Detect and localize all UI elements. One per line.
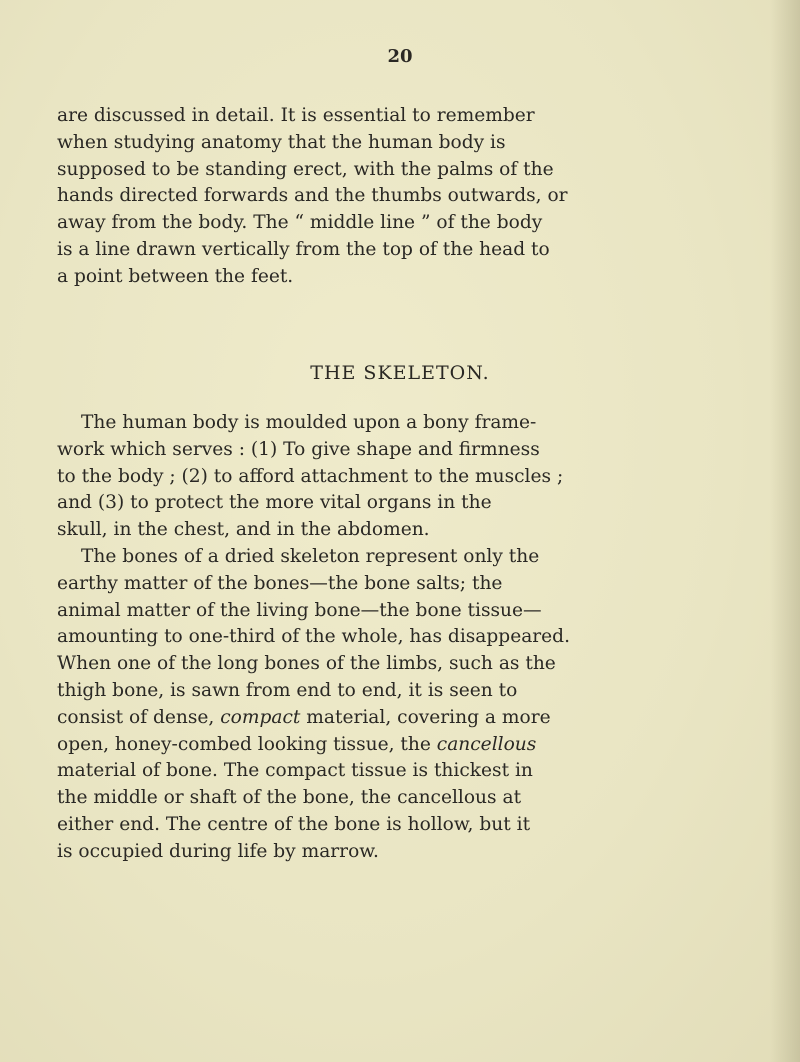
text-line-compact — [57, 705, 760, 732]
text-line: to the body ; (2) to afford attachment to the muscles ; — [57, 465, 564, 487]
text-line: skull, in the chest, and in the abdomen. — [57, 519, 430, 541]
text-line: are discussed in detail. It is essential to remember — [57, 105, 535, 126]
text-line: The bones of a dried skeleton represent only the — [81, 545, 540, 567]
text-line: When one of the long bones of the limbs, such as the — [57, 653, 556, 675]
intro-paragraph — [57, 103, 760, 291]
text-line: the middle or shaft of the bone, the cancellous at — [57, 787, 522, 809]
skeleton-section-body — [57, 410, 760, 866]
text-line: away from the body. The “ middle line ” of the body — [57, 212, 543, 234]
text-line: thigh bone, is sawn from end to end, it is seen to — [57, 679, 518, 701]
italic-term-cancellous: cancellous — [436, 733, 537, 755]
text-line: is a line drawn vertically from the top of the head to — [57, 238, 550, 260]
text-line: a point between the feet. — [57, 265, 294, 287]
italic-term-compact: compact — [220, 706, 301, 728]
text-line: and (3) to protect the more vital organs in the — [57, 492, 492, 514]
text-line: hands directed forwards and the thumbs outwards, or — [57, 185, 568, 207]
text-line: either end. The centre of the bone is hollow, but it — [57, 813, 531, 835]
text-fragment: material, covering a more — [300, 706, 551, 728]
text-fragment: consist of dense, — [57, 706, 221, 728]
page-edge-shadow — [770, 0, 800, 1062]
text-line: The human body is moulded upon a bony frame- — [81, 412, 537, 433]
text-line: is occupied during life by marrow. — [57, 840, 379, 862]
text-line: work which serves : (1) To give shape and firmness — [57, 438, 540, 460]
paragraph-bony-framework — [57, 410, 760, 544]
page-number: 20 — [387, 46, 413, 67]
text-line: animal matter of the living bone—the bone tissue— — [57, 599, 542, 621]
text-line: earthy matter of the bones—the bone salts; the — [57, 572, 503, 594]
text-line-cancellous — [57, 732, 760, 759]
text-line: when studying anatomy that the human body is — [57, 131, 506, 153]
text-line: amounting to one-third of the whole, has disappeared. — [57, 626, 570, 648]
intro-text — [57, 103, 760, 291]
text-fragment: open, honey-combed looking tissue, the — [57, 733, 437, 755]
text-line: material of bone. The compact tissue is thickest in — [57, 760, 533, 782]
text-line: supposed to be standing erect, with the palms of the — [57, 158, 554, 180]
section-heading: THE SKELETON. — [310, 362, 490, 384]
paragraph-bone-structure — [57, 544, 760, 866]
